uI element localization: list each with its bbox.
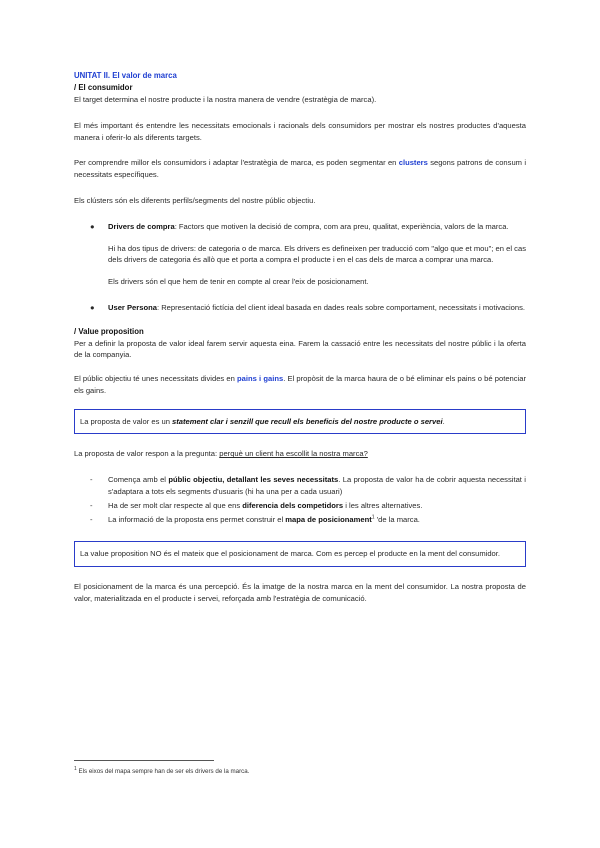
bullet-drivers-text (108, 221, 526, 233)
callout-box-statement (74, 409, 526, 435)
paragraph-target: El target determina el nostre producte i la nostra manera de vendre (estratègia de marca). (74, 95, 377, 105)
footnote-ref[interactable]: 1 (371, 514, 375, 521)
dash-item-text (108, 474, 526, 498)
pains-keyword: pains (237, 374, 257, 384)
dash-pre: Ha de ser molt clar respecte al que ens (108, 500, 243, 510)
dash-bold: públic objectiu, detallant les seves necessitats (168, 475, 339, 485)
dash-pre: La informació de la proposta ens permet construir el (108, 514, 286, 524)
paragraph-posicionament: El posicionament de la marca és una percepció. És la imatge de la nostra marca en la ment del consumidor. La nostra proposta de valor, materialitzada en el producte i servei, reforçada amb l'estratègia de comunicació. (74, 582, 526, 603)
dash-list (74, 474, 526, 525)
dash-symbol: - (90, 514, 93, 524)
paragraph-value-prop-intro: Per a definir la proposta de valor ideal farem servir aquesta eina. Farem la cassació entre les necessitats del nostre públic i la oferta de la companyia. (74, 338, 526, 360)
statement-post: . (442, 416, 445, 426)
paragraph-clusters-def: Els clústers són els diferents perfils/segments del nostre públic objectiu. (74, 195, 316, 205)
paragraph-necessitats: El més important és entendre les necessitats emocionals i racionals dels consumidors per mostrar els nostres productes d'aquesta manera i oferir-lo als diferents targets. (74, 120, 526, 142)
dash-post: i les altres alternatives. (343, 500, 423, 510)
statement-pre: La proposta de valor es un (80, 416, 173, 426)
dash-item-competidors (74, 500, 526, 512)
dash-pre: Comença amb el (108, 475, 169, 485)
dash-bold: mapa de posicionament (285, 514, 372, 524)
pains-gains-conj: i (256, 374, 264, 384)
bullet-icon: ● (90, 221, 95, 231)
bullet-user-persona (74, 302, 526, 314)
dash-post: . La proposta de valor ha de cobrir aquesta necessitat i s'adaptara a tots els segments d'usuaris (hi ha una per a cada usuari) (108, 475, 526, 497)
callout-box-positioning: La value proposition NO és el mateix que el posicionament de marca. Com es percep el producte en la ment del consumidor. (74, 541, 526, 567)
dash-item-text (108, 514, 526, 526)
question-pre: La proposta de valor respon a la pregunta: (74, 449, 220, 459)
drivers-types-paragraph: Hi ha dos tipus de drivers: de categoria o de marca. Els drivers es defineixen per traducció com "algo que et mou"; en el cas dels drivers de categoria és allò que et porta a compra el producte i en el cas dels de marca a comprar una marca. (108, 243, 526, 265)
bullet-drivers (74, 221, 526, 233)
dash-item-text (108, 500, 526, 512)
footnote-text: Els eixos del mapa sempre han de ser els drivers de la marca. (76, 768, 250, 776)
dash-bold: diferencia dels competidors (242, 500, 344, 510)
footnote (74, 766, 249, 777)
footnote-divider (74, 760, 214, 761)
footnote-number: 1 (74, 766, 77, 772)
dash-symbol: - (90, 500, 93, 510)
drivers-axis-paragraph: Els drivers són el que hem de tenir en compte al crear l'eix de posicionament. (108, 277, 369, 287)
gains-keyword: gains (263, 374, 284, 384)
clusters-post: segons patrons de consum i necessitats específiques. (74, 158, 527, 180)
dash-item-publics (74, 474, 526, 498)
bullet-drivers-desc: : Factors que motiven la decisió de compra, com ara preu, qualitat, experiència, valors de la marca. (174, 221, 509, 231)
bullet-persona-desc: : Representació fictícia del client ideal basada en dades reals sobre comportament, necessitats i motivacions. (156, 302, 526, 312)
unit-title: UNITAT II. El valor de marca (74, 71, 177, 80)
clusters-pre: Per comprendre millor els consumidors i adaptar l'estratègia de marca, es poden segmentar en (74, 158, 399, 168)
section-heading-value-proposition: / Value proposition (74, 326, 144, 336)
pains-gains-post: . El propòsit de la marca haura de o bé eliminar els pains o bé potenciar els gains. (74, 374, 526, 395)
paragraph-question (74, 448, 526, 460)
dash-post: 'de la marca. (374, 514, 420, 524)
dash-item-mapa (74, 514, 526, 526)
dash-symbol: - (90, 475, 93, 485)
bullet-persona-term: User Persona (108, 302, 157, 312)
bullet-icon: ● (90, 302, 95, 312)
bullet-persona-text (108, 302, 526, 314)
clusters-keyword: clusters (398, 158, 428, 168)
document-content (74, 70, 526, 605)
bullet-drivers-term: Drivers de compra (108, 221, 175, 231)
question-underlined: perquè un client ha escollit la nostra marca? (219, 449, 368, 459)
paragraph-clusters (74, 157, 526, 181)
paragraph-pains-gains (74, 373, 526, 397)
section-heading-consumidor: / El consumidor (74, 83, 133, 93)
pains-gains-pre: El públic objectiu té unes necessitats divides en (74, 374, 238, 384)
statement-italic: statement clar i senzill que recull els beneficis del nostre producte o servei (172, 416, 443, 426)
